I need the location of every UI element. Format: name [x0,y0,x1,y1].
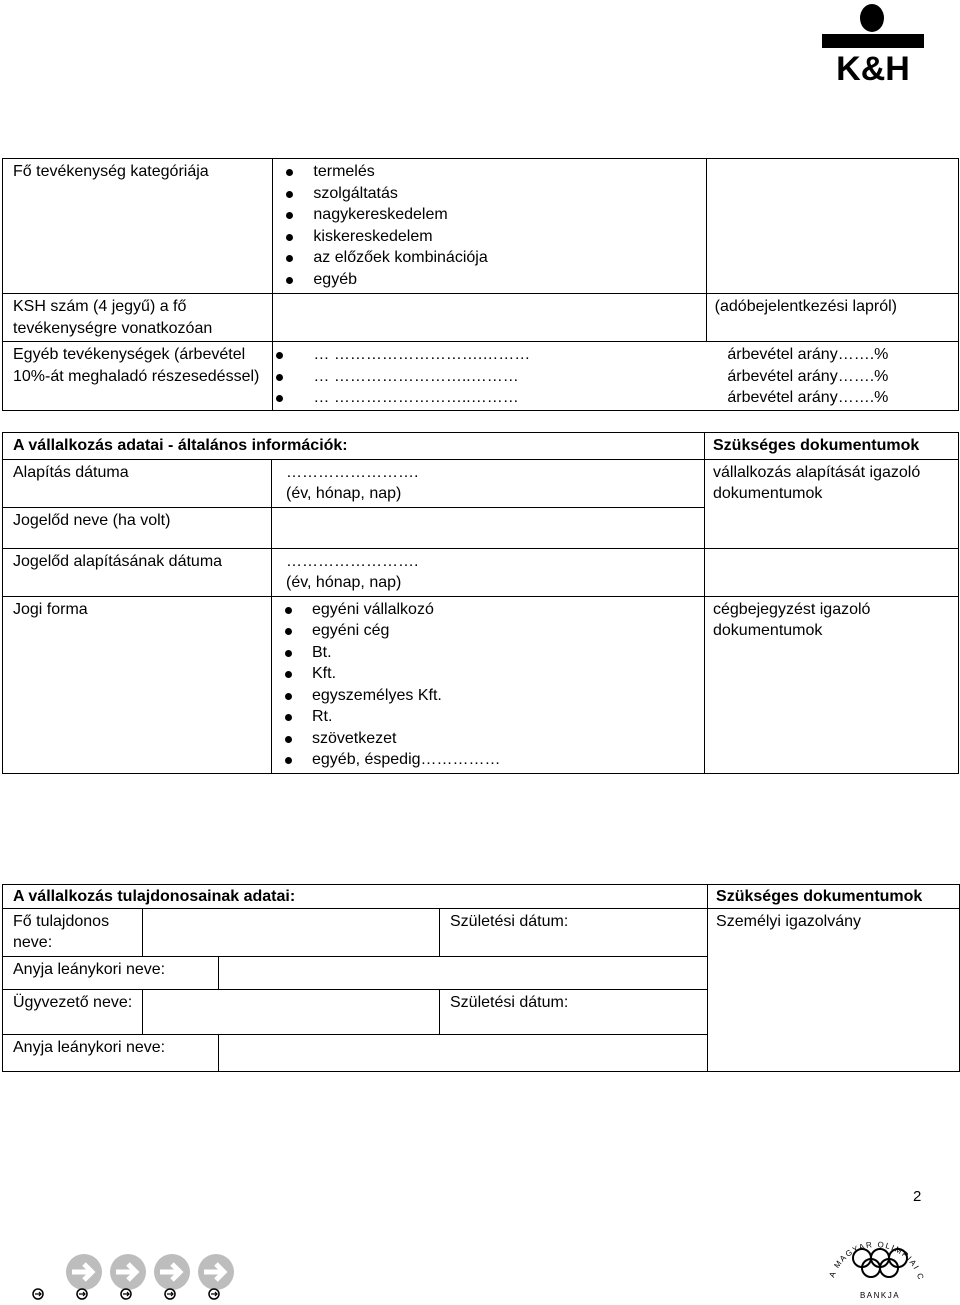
other-activity-line: … ……………………..……… [273,366,713,388]
other-activities-label: Egyéb tevékenységek (árbevétel 10%-át meghaladó részesedéssel) [3,342,273,411]
manager-mother-label: Anyja leánykori neve: [3,1034,219,1071]
founding-format: (év, hónap, nap) [286,485,402,502]
small-arrow-icons [33,1289,219,1299]
pred-founding-format: (év, hónap, nap) [286,574,402,591]
logo-text: K&H [836,50,910,82]
ksh-value[interactable] [273,294,706,342]
manager-name-label: Ügyvezető neve: [3,989,143,1034]
owner-birth-label: Születési dátum: [440,908,708,956]
activity-option: termelés [283,161,705,183]
nav-arrow-3[interactable] [154,1254,190,1290]
predecessor-label: Jogelőd neve (ha volt) [3,507,272,548]
legal-form-option: egyszemélyes Kft. [282,685,704,707]
activity-option: szolgáltatás [283,183,705,205]
other-activities-cell [273,342,959,411]
nav-arrow-4[interactable] [198,1254,234,1290]
founding-dots: ……………………. [286,463,419,481]
legal-form-option: egyéb, éspedig…………… [282,749,704,771]
founding-docs: vállalkozás alapítását igazoló dokumentumok [705,459,959,548]
activity-option: egyéb [283,269,705,291]
legal-form-option: Kft. [282,663,704,685]
other-activity-line: … ……………………..……… [273,387,713,409]
pred-founding-label: Jogelőd alapításának dátuma [3,548,272,596]
legal-form-option: szövetkezet [282,728,704,750]
founding-label: Alapítás dátuma [3,459,272,507]
activity-option: kiskereskedelem [283,226,705,248]
owner-id-doc: Személyi igazolvány [708,908,960,989]
legal-form-options [272,596,705,773]
main-activity-label: Fő tevékenység kategóriája [3,159,273,294]
owners-docs-header: Szükséges dokumentumok [708,885,960,909]
founding-value[interactable] [272,459,705,507]
company-info-table [2,432,959,774]
ratio-line: árbevétel arány…….% [727,346,889,363]
legal-form-docs: cégbejegyzést igazoló dokumentumok [705,596,959,773]
ksh-label: KSH szám (4 jegyű) a fő tevékenységre vonatkozóan [3,294,273,342]
owner-mother-label: Anyja leánykori neve: [3,956,219,989]
pred-founding-docs [705,548,959,596]
pred-founding-dots: ……………………. [286,552,419,570]
svg-text:A MAGYAR OLIMPIAI CSAPAT [820,1208,926,1282]
owner-mother-value[interactable] [219,956,708,989]
manager-name-value[interactable] [143,989,440,1034]
ratio-line: árbevétel arány…….% [727,389,889,406]
other-activity-line: … ……………………….……… [273,344,713,366]
footer-nav [28,1252,248,1300]
owners-table [2,884,960,1072]
company-info-header: A vállalkozás adatai - általános információk: [3,433,705,460]
owner-name-label: Fő tulajdonos neve: [3,908,143,956]
olympic-bank-text: BANKJA [859,1291,901,1300]
legal-form-option: Rt. [282,706,704,728]
olympic-arc-text: A MAGYAR OLIMPIAI C [827,1240,926,1282]
predecessor-value[interactable] [272,507,705,548]
owners-header: A vállalkozás tulajdonosainak adatai: [3,885,708,909]
olympic-team-logo [820,1208,932,1300]
legal-form-option: egyéni cég [282,620,704,642]
legal-form-option: Bt. [282,642,704,664]
main-activity-options [273,159,706,294]
ksh-note: (adóbejelentkezési lapról) [706,294,958,342]
manager-birth-label: Születési dátum: [440,989,708,1034]
legal-form-option: egyéni vállalkozó [282,599,704,621]
manager-mother-value[interactable] [219,1034,708,1071]
ratio-line: árbevétel arány…….% [727,367,889,385]
page-number: 2 [913,1188,922,1205]
nav-arrow-1[interactable] [66,1254,102,1290]
kh-logo [822,2,924,82]
other-activities-list [273,342,713,409]
pred-founding-value[interactable] [272,548,705,596]
manager-docs [708,989,960,1071]
docs-header: Szükséges dokumentumok [705,433,959,460]
activity-option: az előzőek kombinációja [283,247,705,269]
activity-table [2,158,959,411]
main-activity-list [283,161,705,290]
activity-option: nagykereskedelem [283,204,705,226]
main-activity-empty [706,159,958,294]
legal-form-list [282,599,704,771]
legal-form-label: Jogi forma [3,596,272,773]
owner-name-value[interactable] [143,908,440,956]
nav-arrow-2[interactable] [110,1254,146,1290]
ratio-list [727,344,888,409]
